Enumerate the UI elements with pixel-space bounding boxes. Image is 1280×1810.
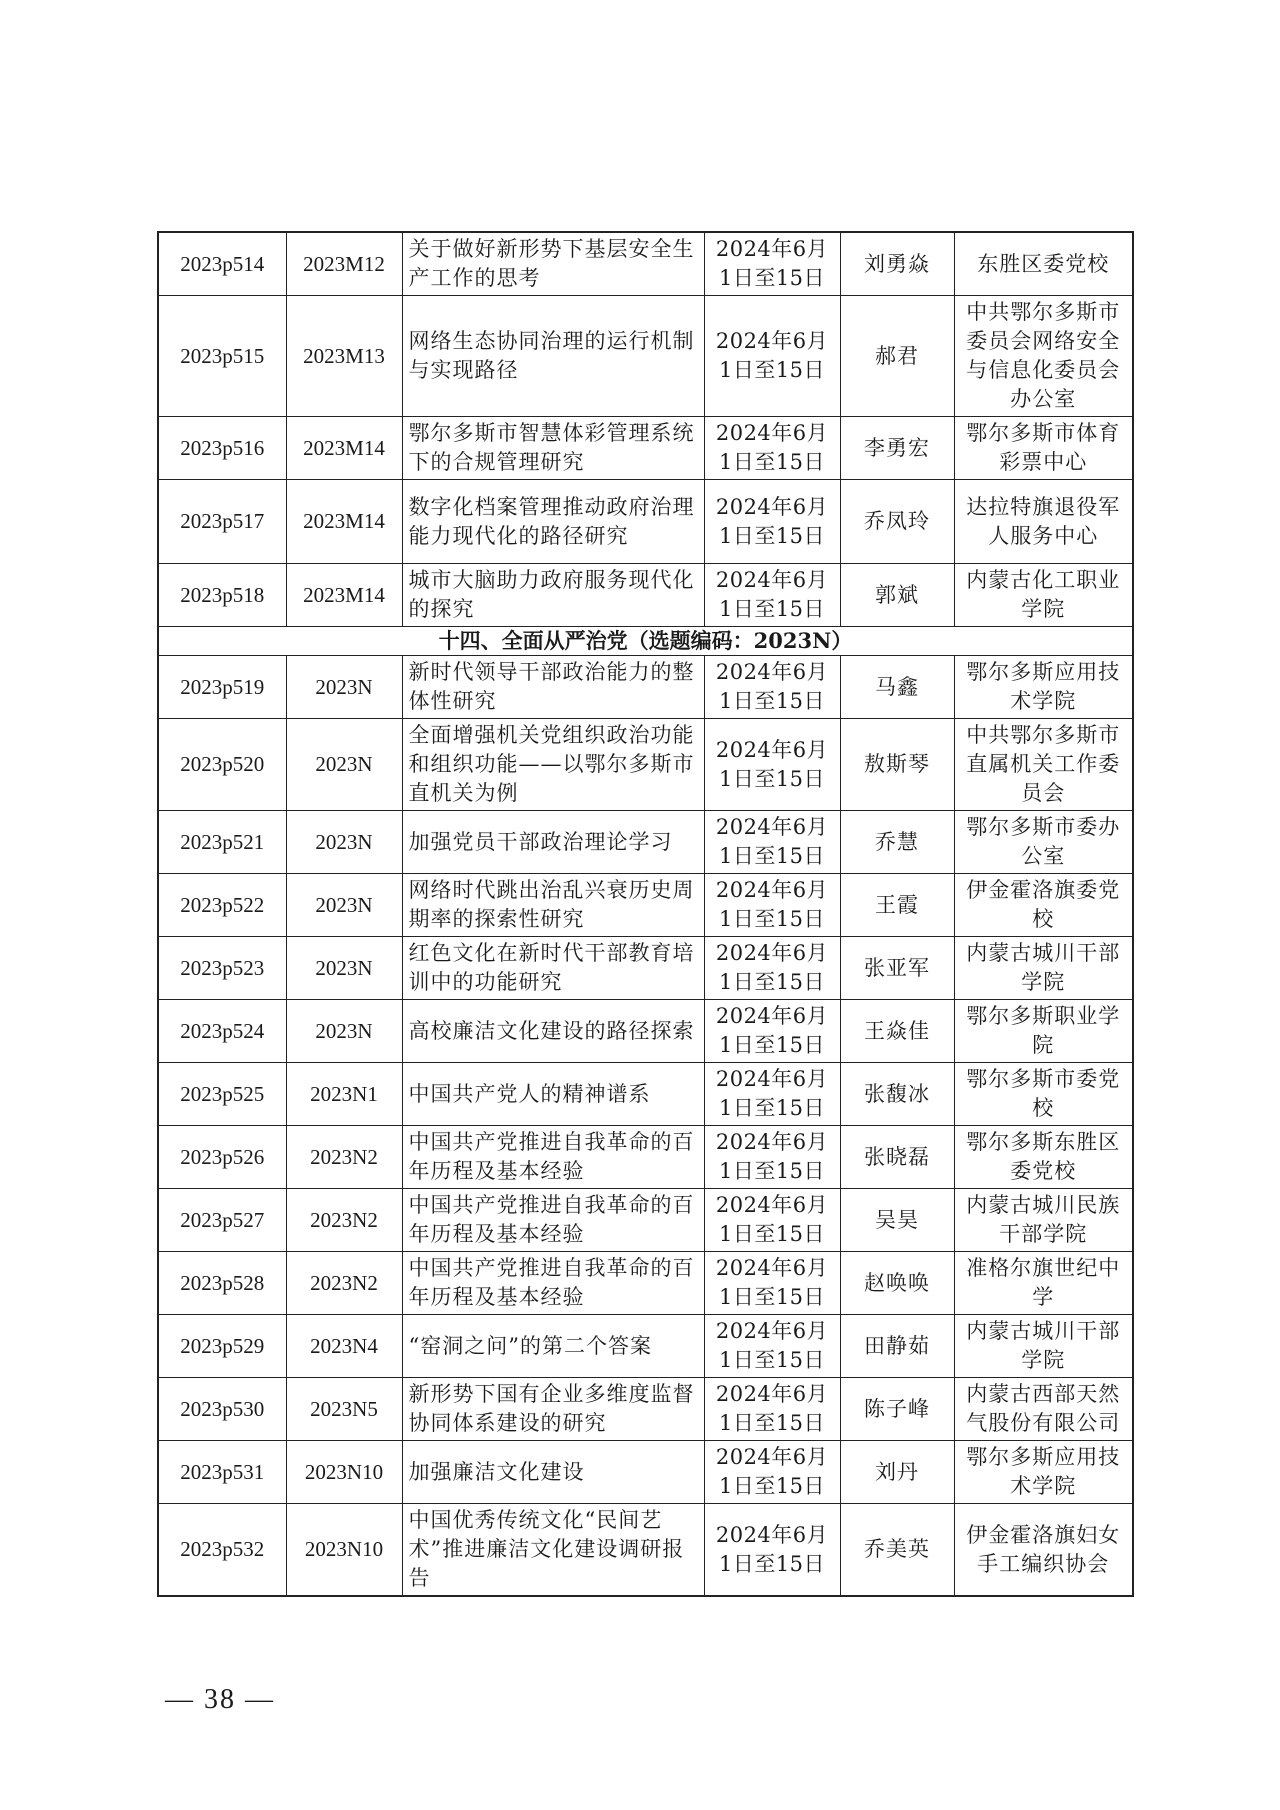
row-id-cell: 2023p520 xyxy=(158,719,286,811)
date-line-month: 2024年6月 xyxy=(715,878,829,902)
row-author-cell: 刘勇焱 xyxy=(840,232,954,296)
row-code-cell: 2023N4 xyxy=(286,1315,402,1378)
table-row xyxy=(158,1063,1133,1126)
row-unit-cell: 鄂尔多斯职业学院 xyxy=(954,1000,1133,1063)
row-unit-cell: 鄂尔多斯应用技术学院 xyxy=(954,656,1133,719)
row-title-cell: 网络生态协同治理的运行机制与实现路径 xyxy=(402,296,704,417)
date-line-days: 1日至15日 xyxy=(718,1096,826,1120)
date-line-days: 1日至15日 xyxy=(718,1159,826,1183)
table-row xyxy=(158,480,1133,564)
date-line-month: 2024年6月 xyxy=(715,421,829,445)
row-unit-cell: 伊金霍洛旗妇女手工编织协会 xyxy=(954,1504,1133,1597)
row-date-cell xyxy=(704,1504,840,1597)
table-body-before xyxy=(158,232,1133,627)
row-unit-cell: 鄂尔多斯市体育彩票中心 xyxy=(954,417,1133,480)
row-code-cell: 2023M14 xyxy=(286,564,402,627)
row-code-cell: 2023N2 xyxy=(286,1126,402,1189)
table-row xyxy=(158,656,1133,719)
table-body-after xyxy=(158,656,1133,1597)
table-row xyxy=(158,811,1133,874)
table-row xyxy=(158,296,1133,417)
row-author-cell: 刘丹 xyxy=(840,1441,954,1504)
row-date-cell xyxy=(704,1126,840,1189)
date-line-month: 2024年6月 xyxy=(715,1067,829,1091)
row-code-cell: 2023N xyxy=(286,656,402,719)
date-line-month: 2024年6月 xyxy=(715,1445,829,1469)
row-author-cell: 马鑫 xyxy=(840,656,954,719)
row-unit-cell: 鄂尔多斯应用技术学院 xyxy=(954,1441,1133,1504)
row-date-cell xyxy=(704,296,840,417)
row-id-cell: 2023p528 xyxy=(158,1252,286,1315)
date-line-month: 2024年6月 xyxy=(715,1004,829,1028)
table-row xyxy=(158,1126,1133,1189)
row-title-cell: 红色文化在新时代干部教育培训中的功能研究 xyxy=(402,937,704,1000)
date-line-month: 2024年6月 xyxy=(715,1522,829,1547)
row-id-cell: 2023p527 xyxy=(158,1189,286,1252)
row-title-cell: 网络时代跳出治乱兴衰历史周期率的探索性研究 xyxy=(402,874,704,937)
row-date-cell xyxy=(704,232,840,296)
row-unit-cell: 东胜区委党校 xyxy=(954,232,1133,296)
row-author-cell: 陈子峰 xyxy=(840,1378,954,1441)
row-date-cell xyxy=(704,874,840,937)
table-row xyxy=(158,1252,1133,1315)
date-line-month: 2024年6月 xyxy=(715,494,829,519)
row-author-cell: 敖斯琴 xyxy=(840,719,954,811)
page-number: — 38 — xyxy=(165,1684,275,1715)
date-line-days: 1日至15日 xyxy=(718,358,826,382)
row-code-cell: 2023N5 xyxy=(286,1378,402,1441)
table-row xyxy=(158,874,1133,937)
row-code-cell: 2023N xyxy=(286,719,402,811)
row-title-cell: “窑洞之问”的第二个答案 xyxy=(402,1315,704,1378)
date-line-days: 1日至15日 xyxy=(718,266,826,290)
row-date-cell xyxy=(704,1189,840,1252)
row-author-cell: 赵唤唤 xyxy=(840,1252,954,1315)
row-title-cell: 城市大脑助力政府服务现代化的探究 xyxy=(402,564,704,627)
row-author-cell: 王焱佳 xyxy=(840,1000,954,1063)
table-row xyxy=(158,417,1133,480)
row-title-cell: 新形势下国有企业多维度监督协同体系建设的研究 xyxy=(402,1378,704,1441)
row-author-cell: 田静茹 xyxy=(840,1315,954,1378)
row-code-cell: 2023M12 xyxy=(286,232,402,296)
row-author-cell: 乔慧 xyxy=(840,811,954,874)
row-id-cell: 2023p526 xyxy=(158,1126,286,1189)
row-date-cell xyxy=(704,1315,840,1378)
row-author-cell: 郭斌 xyxy=(840,564,954,627)
row-code-cell: 2023N xyxy=(286,1000,402,1063)
date-line-days: 1日至15日 xyxy=(718,844,826,868)
row-id-cell: 2023p531 xyxy=(158,1441,286,1504)
row-code-cell: 2023M14 xyxy=(286,480,402,564)
row-code-cell: 2023M13 xyxy=(286,296,402,417)
row-id-cell: 2023p532 xyxy=(158,1504,286,1597)
row-date-cell xyxy=(704,811,840,874)
row-unit-cell: 伊金霍洛旗委党校 xyxy=(954,874,1133,937)
row-author-cell: 李勇宏 xyxy=(840,417,954,480)
date-line-days: 1日至15日 xyxy=(718,1474,826,1498)
row-id-cell: 2023p518 xyxy=(158,564,286,627)
row-id-cell: 2023p521 xyxy=(158,811,286,874)
row-code-cell: 2023N10 xyxy=(286,1441,402,1504)
section-header: 十四、全面从严治党（选题编码：2023N） xyxy=(158,627,1133,656)
row-code-cell: 2023N2 xyxy=(286,1252,402,1315)
row-title-cell: 中国共产党推进自我革命的百年历程及基本经验 xyxy=(402,1189,704,1252)
row-date-cell xyxy=(704,937,840,1000)
date-line-days: 1日至15日 xyxy=(718,1411,826,1435)
row-unit-cell: 内蒙古城川干部学院 xyxy=(954,1315,1133,1378)
row-unit-cell: 鄂尔多斯市委党校 xyxy=(954,1063,1133,1126)
row-author-cell: 乔美英 xyxy=(840,1504,954,1597)
date-line-month: 2024年6月 xyxy=(715,815,829,839)
row-unit-cell: 中共鄂尔多斯市委员会网络安全与信息化委员会办公室 xyxy=(954,296,1133,417)
row-title-cell: 高校廉洁文化建设的路径探索 xyxy=(402,1000,704,1063)
section-header-body xyxy=(158,627,1133,656)
row-date-cell xyxy=(704,1441,840,1504)
row-code-cell: 2023N2 xyxy=(286,1189,402,1252)
date-line-days: 1日至15日 xyxy=(718,970,826,994)
row-id-cell: 2023p524 xyxy=(158,1000,286,1063)
date-line-month: 2024年6月 xyxy=(715,1193,829,1217)
date-line-month: 2024年6月 xyxy=(715,568,829,592)
row-code-cell: 2023N1 xyxy=(286,1063,402,1126)
row-unit-cell: 鄂尔多斯市委办公室 xyxy=(954,811,1133,874)
date-line-month: 2024年6月 xyxy=(715,1256,829,1280)
table-row xyxy=(158,1441,1133,1504)
row-author-cell: 郝君 xyxy=(840,296,954,417)
row-id-cell: 2023p517 xyxy=(158,480,286,564)
date-line-days: 1日至15日 xyxy=(718,766,826,791)
row-unit-cell: 准格尔旗世纪中学 xyxy=(954,1252,1133,1315)
date-line-month: 2024年6月 xyxy=(715,329,829,353)
row-title-cell: 鄂尔多斯市智慧体彩管理系统下的合规管理研究 xyxy=(402,417,704,480)
date-line-days: 1日至15日 xyxy=(718,907,826,931)
table-row xyxy=(158,1378,1133,1441)
table-row xyxy=(158,1315,1133,1378)
row-id-cell: 2023p515 xyxy=(158,296,286,417)
row-unit-cell: 鄂尔多斯东胜区委党校 xyxy=(954,1126,1133,1189)
row-unit-cell: 内蒙古城川干部学院 xyxy=(954,937,1133,1000)
row-date-cell xyxy=(704,1063,840,1126)
row-title-cell: 新时代领导干部政治能力的整体性研究 xyxy=(402,656,704,719)
row-title-cell: 加强廉洁文化建设 xyxy=(402,1441,704,1504)
row-id-cell: 2023p519 xyxy=(158,656,286,719)
row-title-cell: 中国优秀传统文化“民间艺术”推进廉洁文化建设调研报告 xyxy=(402,1504,704,1597)
date-line-days: 1日至15日 xyxy=(718,523,826,548)
row-id-cell: 2023p525 xyxy=(158,1063,286,1126)
date-line-days: 1日至15日 xyxy=(718,597,826,621)
row-unit-cell: 达拉特旗退役军人服务中心 xyxy=(954,480,1133,564)
row-title-cell: 中国共产党推进自我革命的百年历程及基本经验 xyxy=(402,1252,704,1315)
row-date-cell xyxy=(704,564,840,627)
date-line-days: 1日至15日 xyxy=(718,1551,826,1576)
row-date-cell xyxy=(704,417,840,480)
row-title-cell: 加强党员干部政治理论学习 xyxy=(402,811,704,874)
row-code-cell: 2023N xyxy=(286,874,402,937)
row-title-cell: 中国共产党推进自我革命的百年历程及基本经验 xyxy=(402,1126,704,1189)
table-row xyxy=(158,1504,1133,1597)
row-id-cell: 2023p522 xyxy=(158,874,286,937)
date-line-month: 2024年6月 xyxy=(715,660,829,684)
table-row xyxy=(158,1000,1133,1063)
row-id-cell: 2023p516 xyxy=(158,417,286,480)
row-id-cell: 2023p514 xyxy=(158,232,286,296)
row-author-cell: 张晓磊 xyxy=(840,1126,954,1189)
row-unit-cell: 中共鄂尔多斯市直属机关工作委员会 xyxy=(954,719,1133,811)
date-line-days: 1日至15日 xyxy=(718,1285,826,1309)
date-line-month: 2024年6月 xyxy=(715,1130,829,1154)
date-line-month: 2024年6月 xyxy=(715,237,829,261)
row-author-cell: 张馥冰 xyxy=(840,1063,954,1126)
table-row xyxy=(158,937,1133,1000)
row-title-cell: 关于做好新形势下基层安全生产工作的思考 xyxy=(402,232,704,296)
table-row xyxy=(158,1189,1133,1252)
date-line-days: 1日至15日 xyxy=(718,1033,826,1057)
row-code-cell: 2023N xyxy=(286,811,402,874)
row-date-cell xyxy=(704,656,840,719)
row-code-cell: 2023N10 xyxy=(286,1504,402,1597)
date-line-month: 2024年6月 xyxy=(715,941,829,965)
row-date-cell xyxy=(704,719,840,811)
date-line-days: 1日至15日 xyxy=(718,1222,826,1246)
project-table xyxy=(157,231,1134,1597)
date-line-days: 1日至15日 xyxy=(718,689,826,713)
row-date-cell xyxy=(704,1000,840,1063)
row-unit-cell: 内蒙古西部天然气股份有限公司 xyxy=(954,1378,1133,1441)
date-line-month: 2024年6月 xyxy=(715,737,829,762)
row-date-cell xyxy=(704,1252,840,1315)
row-author-cell: 吴昊 xyxy=(840,1189,954,1252)
row-date-cell xyxy=(704,1378,840,1441)
row-author-cell: 王霞 xyxy=(840,874,954,937)
date-line-month: 2024年6月 xyxy=(715,1319,829,1343)
date-line-month: 2024年6月 xyxy=(715,1382,829,1406)
row-id-cell: 2023p523 xyxy=(158,937,286,1000)
date-line-days: 1日至15日 xyxy=(718,1348,826,1372)
row-unit-cell: 内蒙古城川民族干部学院 xyxy=(954,1189,1133,1252)
table-row xyxy=(158,719,1133,811)
table-row xyxy=(158,232,1133,296)
row-date-cell xyxy=(704,480,840,564)
row-author-cell: 张亚军 xyxy=(840,937,954,1000)
row-code-cell: 2023N xyxy=(286,937,402,1000)
row-id-cell: 2023p529 xyxy=(158,1315,286,1378)
date-line-days: 1日至15日 xyxy=(718,450,826,474)
row-id-cell: 2023p530 xyxy=(158,1378,286,1441)
table-row xyxy=(158,564,1133,627)
row-code-cell: 2023M14 xyxy=(286,417,402,480)
row-title-cell: 中国共产党人的精神谱系 xyxy=(402,1063,704,1126)
row-title-cell: 数字化档案管理推动政府治理能力现代化的路径研究 xyxy=(402,480,704,564)
row-author-cell: 乔凤玲 xyxy=(840,480,954,564)
row-unit-cell: 内蒙古化工职业学院 xyxy=(954,564,1133,627)
section-header-row xyxy=(158,627,1133,656)
row-title-cell: 全面增强机关党组织政治功能和组织功能——以鄂尔多斯市直机关为例 xyxy=(402,719,704,811)
